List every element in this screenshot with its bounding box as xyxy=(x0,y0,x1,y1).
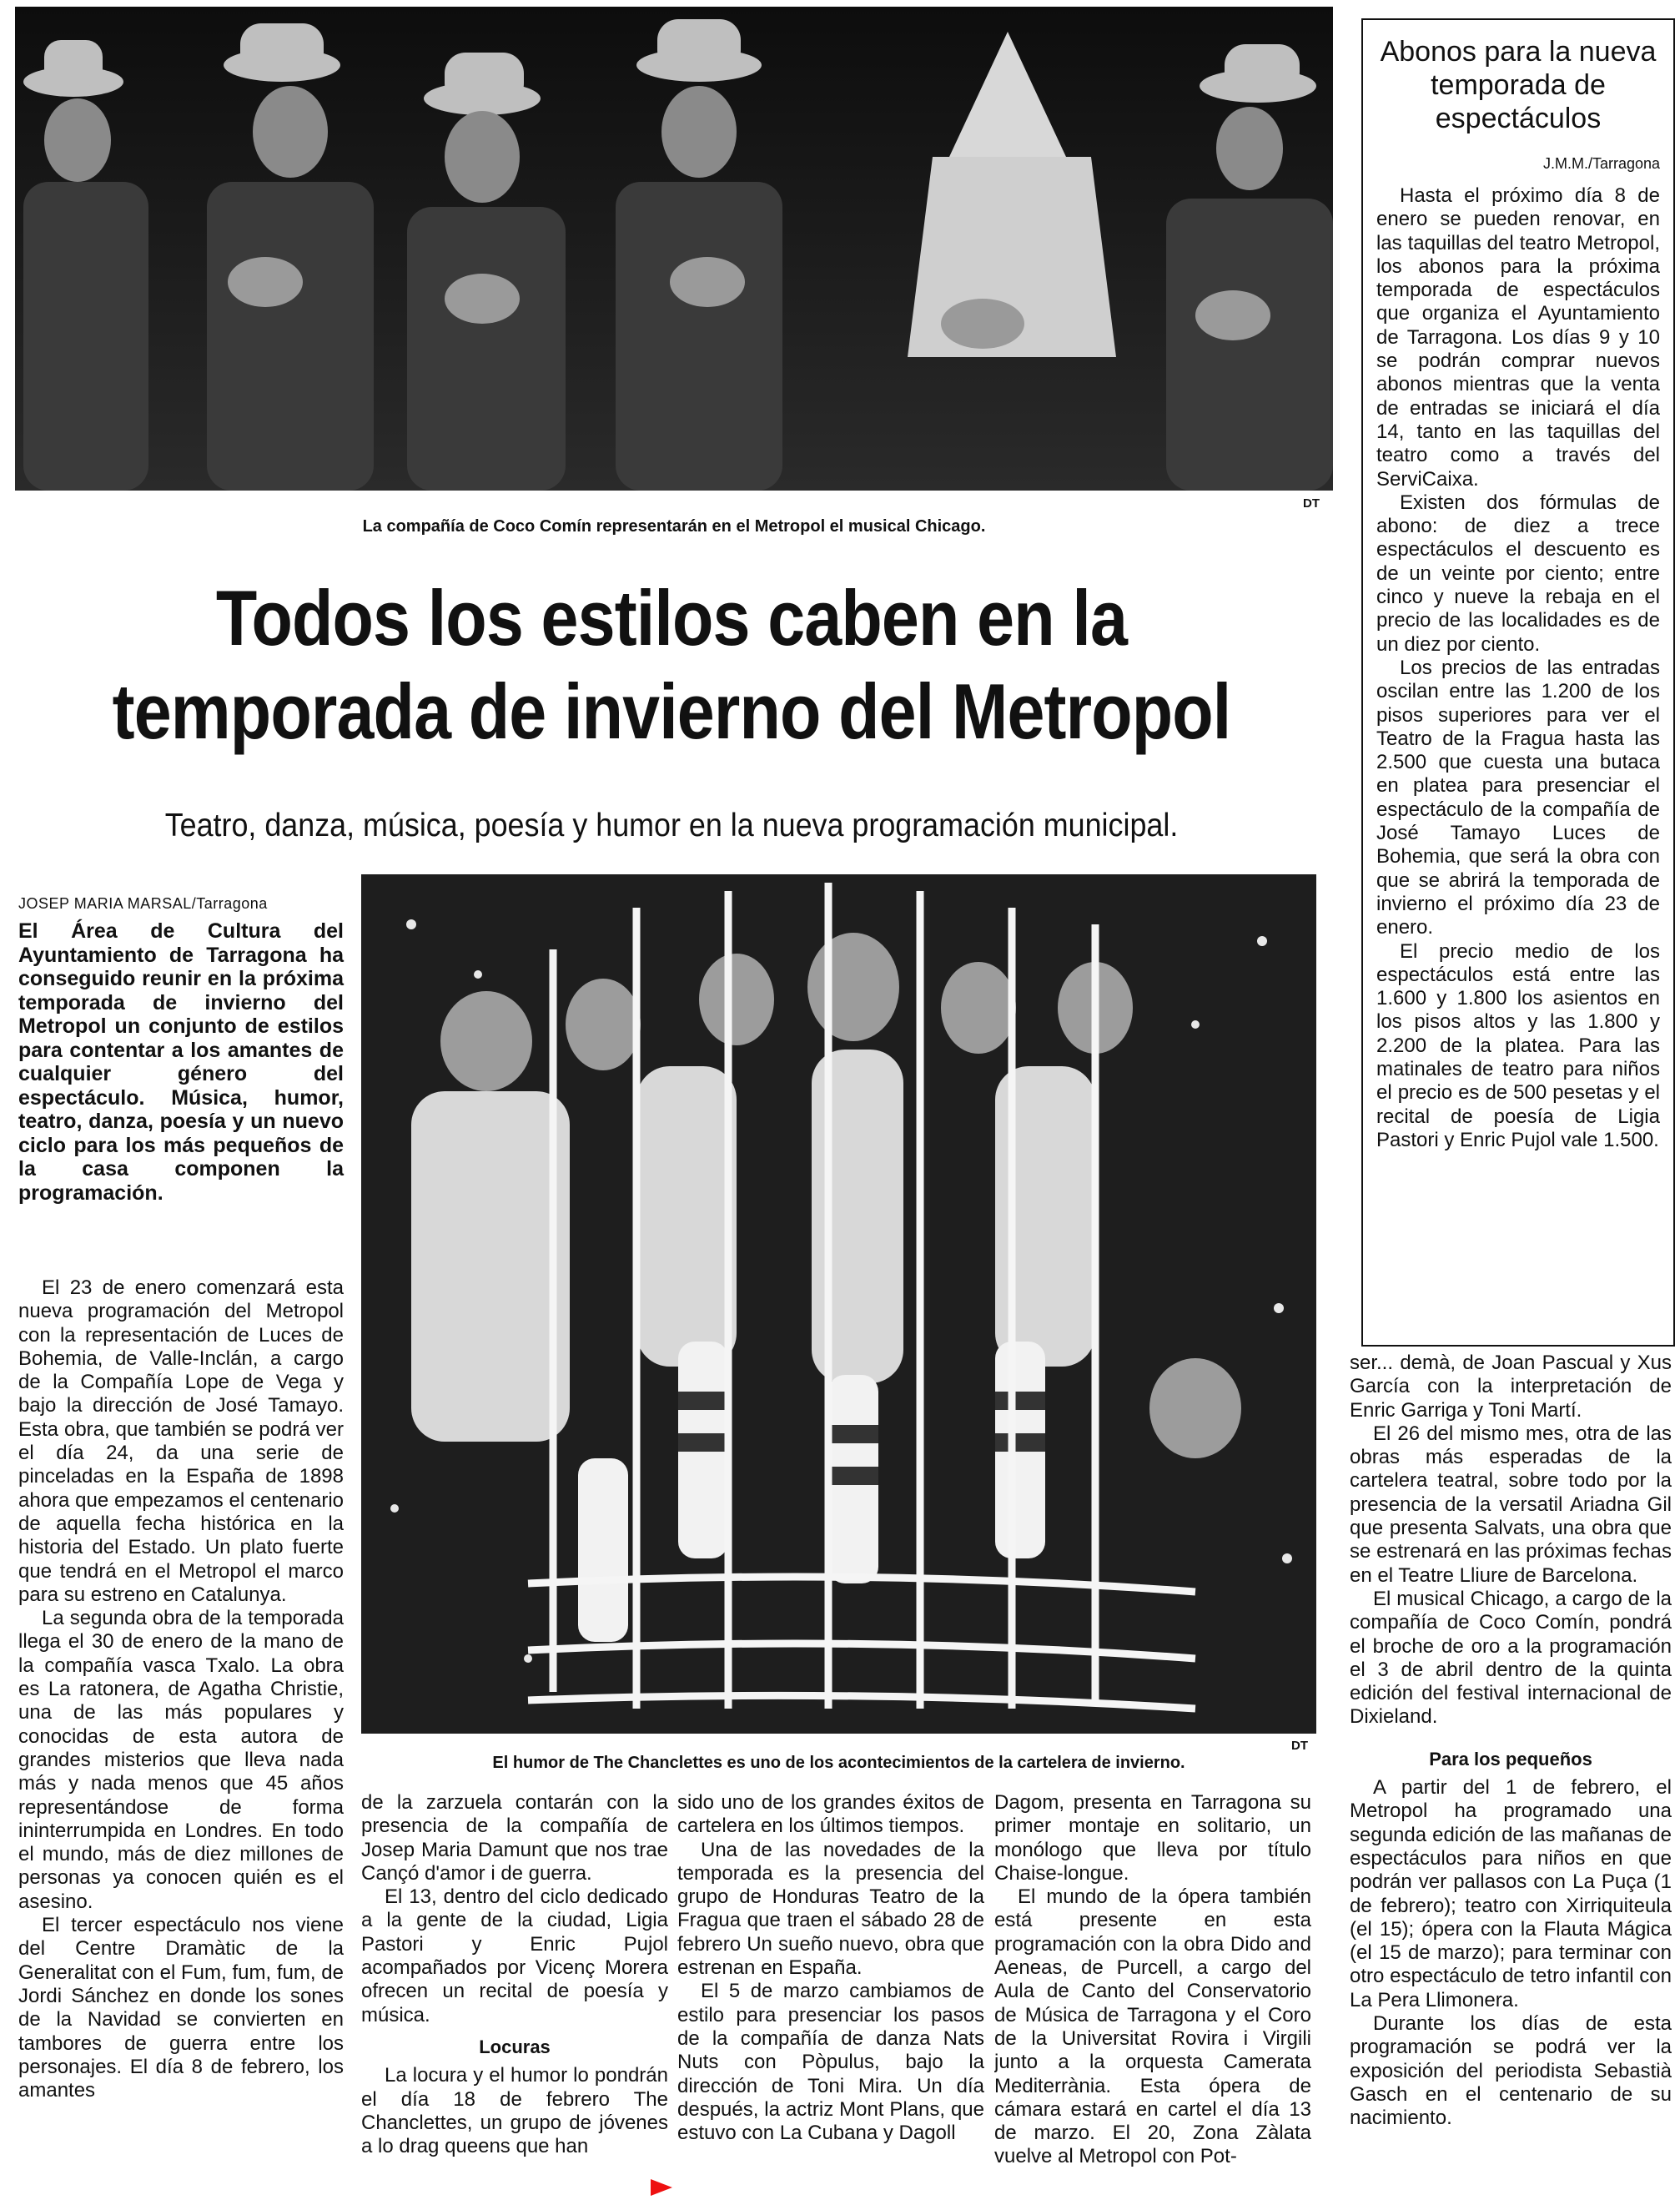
right-paragraph-2: El 26 del mismo mes, otra de las obras más esperadas de la cartelera teatral, sobre todo por la presencia de la versatil Ariadna Gil que presenta Salvats, una obra que se estrenará en las próximas fechas en el Teatre Lliure de Barcelona. xyxy=(1350,1422,1672,1587)
top-photo-caption: La compañía de Coco Comín representarán en el Metropol el musical Chicago. xyxy=(362,517,986,536)
sidebar-byline: J.M.M./Tarragona xyxy=(1542,155,1660,172)
headline xyxy=(94,571,1250,758)
center-photo xyxy=(361,874,1316,1734)
sidebar-paragraph-4: El precio medio de los espectáculos está entre las 1.600 y 1.800 los asientos en los pisos altos y las 1.800 y 2.200 de la platea. Para las matinales de teatro para niños el precio es de 500 pesetas y el recital de poesía de Ligia Pastori y Enric Pujol vale 1.500. xyxy=(1376,939,1660,1151)
sidebar-paragraph-2: Existen dos fórmulas de abono: de diez a trece espectáculos el descuento es de un veinte por ciento; entre cinco y nueve la rebaja en el precio de las localidades es de un diez por ciento. xyxy=(1376,491,1660,656)
column-3 xyxy=(677,1791,984,2200)
headline-line-1: Todos los estilos caben en la xyxy=(215,574,1128,662)
sidebar-box xyxy=(1361,18,1675,1347)
section-heading-locuras: Locuras xyxy=(479,2036,551,2057)
center-photo-caption: El humor de The Chanclettes es uno de los acontecimientos de la cartelera de invierno. xyxy=(492,1754,1185,1772)
col1-paragraph-1: El 23 de enero comenzará esta nueva programación del Metropol con la representación de Luces de Bohemia, de Valle-Inclán, a cargo de la Compañía Lope de Vega y bajo la dirección de José Tamayo. Esta obra, que también se podrá ver el día 24, da una serie de pinceladas en la España de 1898 ahora que empezamos el centenario de aquella fecha histórica en la historia del Estado. Un plato fuerte que tendrá en el Metropol el marco para su estreno en Catalunya. xyxy=(18,1276,344,1606)
column-2 xyxy=(361,1791,668,2200)
col2-paragraph-2: El 13, dentro del ciclo dedicado a la gente de la ciudad, Ligia Pastori y Enric Pujol acompañados por Vicenç Morera ofrecen un recital de poesía y música. xyxy=(361,1885,668,2026)
right-column xyxy=(1350,1352,1672,2198)
right-paragraph-5: Durante los días de esta programación se podrá ver la exposición del periodista Sebastià Gasch en el centenario de su nacimiento. xyxy=(1350,2012,1672,2130)
col1-paragraph-2: La segunda obra de la temporada llega el 30 de enero de la mano de la compañía vasca Txalo. La obra es La ratonera, de Agatha Christie, una de las más populares y conocidas de esta autora de grandes misterios que lleva nada más y nada menos que 45 años representándose de forma ininterrumpida en Londres. En todo el mundo, más de diez millones de personas ya conocen quién es el asesino. xyxy=(18,1607,344,1913)
right-paragraph-1: ser... demà, de Joan Pascual y Xus García con la interpretación de Enric Garriga y Toni Martí. xyxy=(1350,1352,1672,1422)
subheadline: Teatro, danza, música, poesía y humor en la nueva programación municipal. xyxy=(164,808,1179,843)
col2-paragraph-1: de la zarzuela contarán con la presencia de la compañía de Josep Maria Damunt que nos trae Cançó d'amor i de guerra. xyxy=(361,1791,668,1885)
top-photo xyxy=(15,7,1333,491)
col1-paragraph-3: El tercer espectáculo nos viene del Centre Dramàtic de la Generalitat con el Fum, fum, fum, de Jordi Sánchez en donde los sones de la Navidad se convierten en tambores de guerra entre los personajes. El día 8 de febrero, los amantes xyxy=(18,1914,344,2102)
column-4 xyxy=(994,1791,1311,2200)
col4-paragraph-2: El mundo de la ópera también está presente en esta programación con la obra Dido and Aeneas, de Purcell, a cargo del Aula de Canto del Conservatorio de Música de Tarragona y el Coro de la Universitat Rovira i Virgili junto a la orquesta Camerata Mediterrània. Esta ópera de cámara estará en cartel el día 13 de marzo. El 20, Zona Zàlata vuelve al Metropol con Pot- xyxy=(994,1885,1311,2168)
column-1 xyxy=(18,1276,344,2198)
col4-paragraph-1: Dagom, presenta en Tarragona su primer montaje en solitario, un monólogo que lleva por título Chaise-longue. xyxy=(994,1791,1311,1885)
sidebar-paragraph-3: Los precios de las entradas oscilan entre las 1.200 de los pisos superiores para ver el Teatro de la Fragua hasta las 2.500 que cuesta una butaca en platea para presenciar el espectáculo de la compañía de José Tamayo Luces de Bohemia, que será la obra con que se abrirá la temporada de invierno el próximo día 23 de enero. xyxy=(1376,656,1660,939)
right-paragraph-4: A partir del 1 de febrero, el Metropol ha programado una segunda edición de las mañanas de espectáculos para niños en que podrán ver pallasos con La Puça (1 de febrero); teatro con Xirriquiteula (el 15); ópera con la Flauta Mágica (el 15 de marzo); para terminar con otro espectáculo de tetro infantil con La Pera Llimonera. xyxy=(1350,1776,1672,2011)
col2-paragraph-3: La locura y el humor lo pondrán el día 18 de febrero The Chanclettes, un grupo de jóvenes a lo drag queens que han xyxy=(361,2064,668,2158)
col3-paragraph-2: Una de las novedades de la temporada es la presencia del grupo de Honduras Teatro de la Fragua que traen el sábado 28 de febrero Un sueño nuevo, obra que estrenan en España. xyxy=(677,1838,984,1980)
sidebar-body xyxy=(1376,184,1660,1152)
col3-paragraph-1: sido uno de los grandes éxitos de cartelera en los últimos tiempos. xyxy=(677,1791,984,1838)
byline: JOSEP MARIA MARSAL/Tarragona xyxy=(18,895,268,912)
section-heading-para-los-pequenos: Para los pequeños xyxy=(1429,1748,1592,1770)
center-photo-image xyxy=(361,874,1316,1734)
center-photo-credit: DT xyxy=(1291,1739,1308,1753)
right-paragraph-3: El musical Chicago, a cargo de la compañía de Coco Comín, pondrá el broche de oro a la programación el 3 de abril dentro de la quinta edición del festival internacional de Dixieland. xyxy=(1350,1587,1672,1729)
col3-paragraph-3: El 5 de marzo cambiamos de estilo para presenciar los pasos de la compañía de danza Nats Nuts con Pòpulus, bajo la dirección de Toni Mira. Un día después, la actriz Mont Plans, que estuvo con La Cubana y Dagoll xyxy=(677,1980,984,2145)
sidebar-title: Abonos para la nueva temporada de espectáculos xyxy=(1380,36,1657,134)
lead-paragraph: El Área de Cultura del Ayuntamiento de Tarragona ha conseguido reunir en la próxima temporada de invierno del Metropol un conjunto de estilos para contentar a los amantes de cualquier género del espectáculo. Música, humor, teatro, danza, poesía y un nuevo ciclo para los más pequeños de la casa componen la programación. xyxy=(18,919,344,1205)
headline-line-2: temporada de invierno del Metropol xyxy=(112,667,1231,755)
red-arrow-icon xyxy=(651,2179,672,2196)
sidebar-paragraph-1: Hasta el próximo día 8 de enero se pueden renovar, en las taquillas del teatro Metropol, los abonos para la próxima temporada de espectáculos que organiza el Ayuntamiento de Tarragona. Los días 9 y 10 se podrán comprar nuevos abonos mientras que la venta de entradas se iniciará el día 14, tanto en las taquillas del teatro como a través del ServiCaixa. xyxy=(1376,184,1660,491)
top-photo-image xyxy=(15,7,1333,491)
top-photo-credit: DT xyxy=(1303,496,1320,511)
